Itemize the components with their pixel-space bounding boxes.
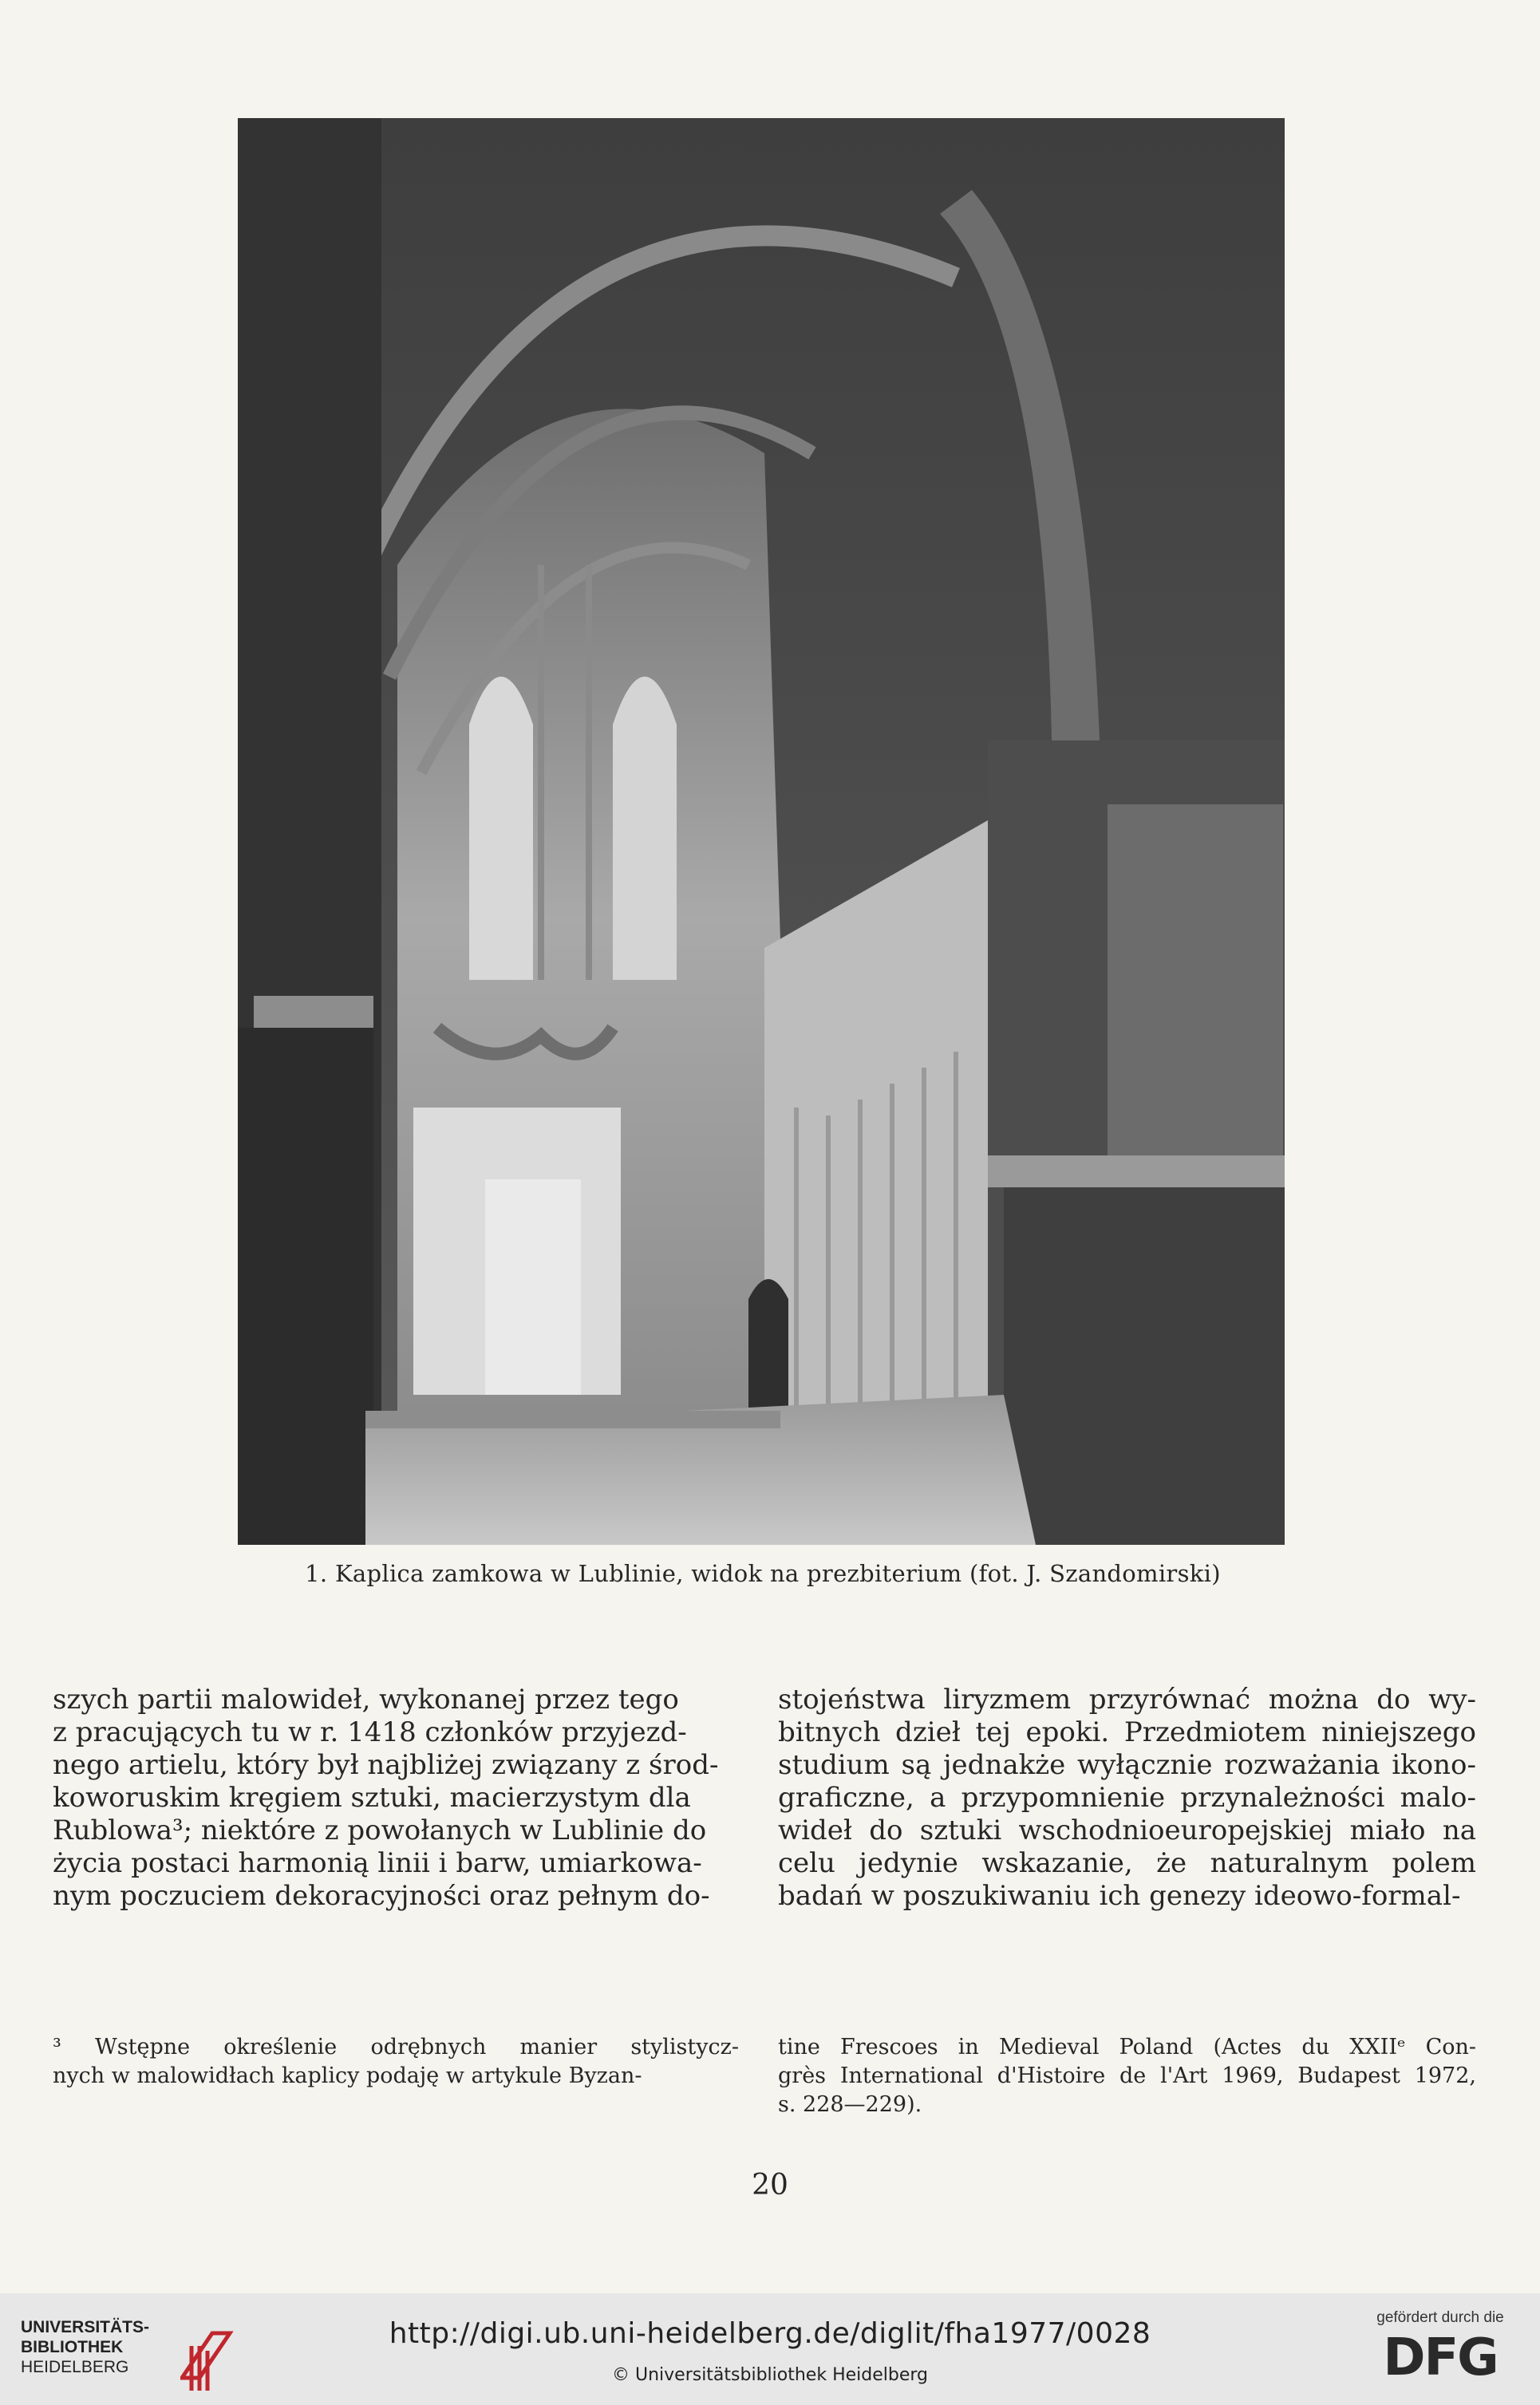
- source-url-link[interactable]: http://digi.ub.uni-heidelberg.de/diglit/fha1977/0028: [389, 2317, 1151, 2350]
- footnote-line: ³ Wstępne określenie odrębnych manier stylistycz-: [53, 2035, 739, 2059]
- body-line: wideł do sztuki wschodnioeuropejskiej miało na: [778, 1815, 1476, 1846]
- chapel-photo-illustration: [238, 118, 1285, 1545]
- figure-caption: 1. Kaplica zamkowa w Lublinie, widok na prezbiterium (fot. J. Szandomirski): [305, 1560, 1221, 1587]
- footnote-line: tine Frescoes in Medieval Poland (Actes du XXIIᵉ Con-: [778, 2035, 1476, 2059]
- footnote-line: grès International d'Histoire de l'Art 1969, Budapest 1972,: [778, 2063, 1476, 2088]
- body-line: graficzne, a przypomnienie przynależności malo-: [778, 1782, 1476, 1814]
- footnote-right: [778, 2033, 1476, 2119]
- body-line: badań w poszukiwaniu ich genezy ideowo-formal-: [778, 1880, 1461, 1912]
- body-column-left: [53, 1684, 719, 1913]
- body-line: życia postaci harmonią linii i barw, umiarkowa-: [53, 1847, 702, 1879]
- body-line: stojeństwa liryzmem przyrównać można do wy-: [778, 1684, 1476, 1716]
- footnote-line: s. 228—229).: [778, 2092, 922, 2117]
- dfg-logo: DFG: [1383, 2328, 1498, 2387]
- body-line: nym poczuciem dekoracyjności oraz pełnym do-: [53, 1880, 710, 1912]
- body-line: koworuskim kręgiem sztuki, macierzystym dla: [53, 1782, 691, 1814]
- library-name-line2: BIBLIOTHEK: [21, 2338, 124, 2356]
- footer-bar: [0, 2293, 1540, 2405]
- funder-block[interactable]: [1356, 2309, 1524, 2397]
- body-line: celu jedynie wskazanie, że naturalnym polem: [778, 1847, 1476, 1879]
- copyright-notice: © Universitätsbibliothek Heidelberg: [611, 2365, 928, 2385]
- library-name-line3: HEIDELBERG: [21, 2358, 129, 2376]
- body-line: z pracujących tu w r. 1418 członków przyjezd-: [53, 1716, 687, 1748]
- funding-note: gefördert durch die: [1376, 2309, 1504, 2326]
- library-name-line1: UNIVERSITÄTS-: [21, 2318, 150, 2336]
- page-number: 20: [752, 2169, 788, 2202]
- body-line: Rublowa³; niektóre z powołanych w Lublinie do: [53, 1815, 707, 1846]
- body-line: nego artielu, który był najbliżej związany z środ-: [53, 1749, 719, 1781]
- body-column-right: [778, 1684, 1476, 1913]
- chapel-photograph: [238, 118, 1285, 1545]
- body-line: studium są jednakże wyłącznie rozważania ikono-: [778, 1749, 1476, 1781]
- footnote-left: [53, 2033, 739, 2091]
- footnote-line: nych w malowidłach kaplicy podaję w artykule Byzan-: [53, 2063, 642, 2088]
- body-line: bitnych dzieł tej epoki. Przedmiotem niniejszego: [778, 1716, 1476, 1748]
- body-line: szych partii malowideł, wykonanej przez tego: [53, 1684, 679, 1716]
